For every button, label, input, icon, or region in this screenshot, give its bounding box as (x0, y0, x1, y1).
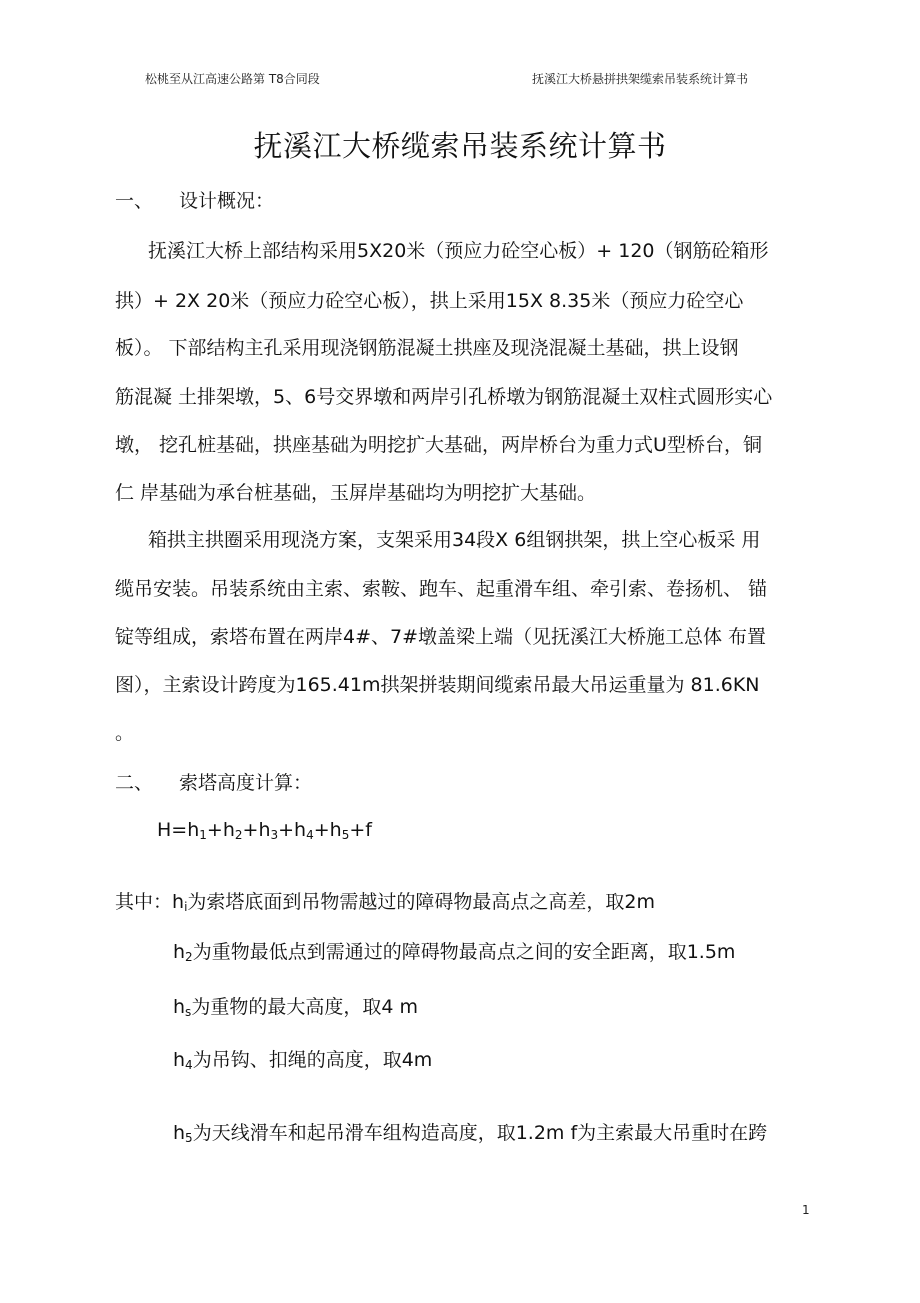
formula-plus: + (349, 819, 366, 841)
definition-h5 (173, 1118, 767, 1145)
formula-h: h (294, 819, 307, 841)
para1-line: 板）。 下部结构主孔采用现浇钢筋混凝土拱座及现浇混凝土基础，拱上设钢 (115, 337, 739, 359)
formula-h: h (187, 819, 200, 841)
definition-text: 为重物的最大高度，取4 m (191, 996, 418, 1018)
para1-line: 仁 岸基础为承台桩基础，玉屏岸基础均为明挖扩大基础。 (115, 482, 597, 504)
para2-line: 。 (115, 722, 135, 744)
definition-h1 (115, 887, 655, 914)
section2-number: 二、 (115, 772, 154, 794)
section2-heading: 索塔高度计算： (179, 772, 313, 794)
definition-h3 (173, 992, 418, 1019)
header-right: 抚溪江大桥悬拼拱架缆索吊装系统计算书 (532, 72, 749, 86)
formula-plus: + (206, 819, 223, 841)
formula-plus: + (313, 819, 330, 841)
formula-plus: + (278, 819, 295, 841)
symbol-sub: 2 (185, 950, 193, 964)
para2-line: 缆吊安装。吊装系统由主索、索鞍、跑车、起重滑车组、牵引索、卷扬机、 锚 (115, 578, 768, 600)
formula-plus: + (242, 819, 259, 841)
symbol: h (173, 996, 186, 1018)
page-number: 1 (802, 1203, 810, 1217)
definition-text: 为索塔底面到吊物需越过的障碍物最高点之高差，取2m (187, 891, 656, 913)
para2-line: 箱拱主拱圈采用现浇方案，支架采用34段X 6组钢拱架，拱上空心板采 用 (148, 529, 761, 551)
section1-heading: 设计概况： (179, 190, 275, 212)
definition-text: 为重物最低点到需通过的障碍物最高点之间的安全距离，取1.5m (192, 941, 736, 963)
definition-text: 为吊钩、扣绳的高度，取4m (192, 1049, 433, 1071)
symbol: h (173, 1122, 186, 1144)
definition-text: 为天线滑车和起吊滑车组构造高度，取1.2m f为主索最大吊重时在跨 (192, 1122, 768, 1144)
symbol: h (173, 1049, 186, 1071)
formula-sub: 3 (270, 828, 279, 842)
where-label: 其中： (115, 891, 173, 913)
formula-sub: 1 (199, 828, 207, 842)
formula-sub: 2 (234, 828, 243, 842)
formula-sub: 5 (341, 828, 350, 842)
formula-lhs: H= (157, 819, 188, 841)
height-formula (157, 819, 372, 841)
section1-number: 一、 (115, 190, 154, 212)
para1-line: 拱）+ 2X 20米（预应力砼空心板），拱上采用15X 8.35米（预应力砼空心 (115, 290, 744, 312)
symbol: h (172, 891, 185, 913)
formula-f: f (365, 819, 372, 841)
symbol-sub: 5 (185, 1131, 193, 1145)
definition-h4 (173, 1045, 432, 1072)
header-left: 松桃至从江高速公路第 T8合同段 (145, 72, 320, 86)
para1-line: 抚溪江大桥上部结构采用5X20米（预应力砼空心板）+ 120（钢筋砼箱形 (148, 240, 769, 262)
symbol: h (173, 941, 186, 963)
symbol-sub: 4 (185, 1058, 193, 1072)
formula-h: h (222, 819, 235, 841)
document-title: 抚溪江大桥缆索吊装系统计算书 (253, 129, 667, 163)
formula-h: h (258, 819, 271, 841)
formula-sub: 4 (306, 828, 314, 842)
para1-line: 墩， 挖孔桩基础，拱座基础为明挖扩大基础，两岸桥台为重力式U型桥台，铜 (115, 434, 762, 456)
symbol-sub: s (185, 1005, 192, 1019)
formula-h: h (329, 819, 342, 841)
para1-line: 筋混凝 土排架墩，5、6号交界墩和两岸引孔桥墩为钢筋混凝土双柱式圆形实心 (115, 386, 773, 408)
definition-h2 (173, 937, 735, 964)
para2-line: 图），主索设计跨度为165.41m拱架拼装期间缆索吊最大吊运重量为 81.6KN (115, 674, 760, 696)
symbol-sub: i (184, 900, 188, 914)
para2-line: 锭等组成，索塔布置在两岸4#、7#墩盖梁上端（见抚溪江大桥施工总体 布置 (115, 626, 767, 648)
